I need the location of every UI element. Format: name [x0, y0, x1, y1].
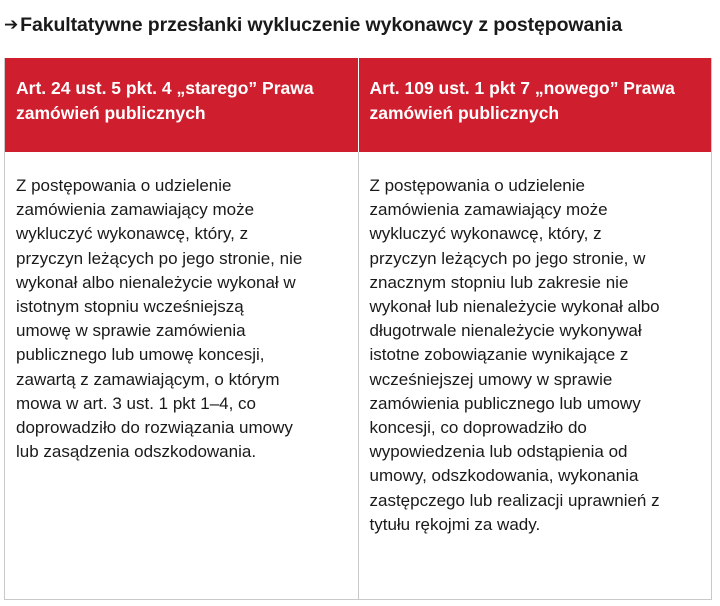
body-line: doprowadziło do rozwiązania umowy [16, 418, 293, 438]
body-line: koncesji, co doprowadziło do [369, 418, 587, 438]
body-line: mowa w art. 3 ust. 1 pkt 1–4, co [16, 393, 257, 413]
header-line: Art. 24 ust. 5 pkt. 4 „starego” Prawa [16, 78, 314, 98]
body-line: publicznego lub umowę koncesji, [16, 345, 265, 365]
body-line: lub zasądzenia odszkodowania. [16, 442, 257, 462]
body-line: tytułu rękojmi za wady. [369, 514, 541, 534]
document-title [4, 8, 622, 42]
body-line: wykonał lub nienależycie wykonał albo [369, 297, 660, 317]
body-line: wcześniejszej umowy w sprawie [369, 369, 613, 389]
comparison-table [4, 58, 712, 600]
body-line: umowę w sprawie zamówienia [16, 321, 246, 341]
body-line: zastępczego lub realizacji uprawnień z [369, 490, 660, 510]
header-line: zamówień publicznych [369, 103, 560, 123]
body-line: znacznym stopniu lub zakresie nie [369, 272, 629, 292]
body-line: wykluczyć wykonawcę, który, z [369, 224, 602, 244]
header-cell-new-law [358, 58, 712, 152]
table-body-row [5, 152, 711, 600]
document-title-text: Fakultatywne przesłanki wykluczenie wykonawcy z postępowania [20, 13, 623, 36]
body-line: zamówienia zamawiający może [16, 200, 255, 220]
arrow-right-icon: ➔ [4, 15, 19, 34]
body-line: przyczyn leżących po jego stronie, nie [16, 248, 303, 268]
body-line: zawartą z zamawiającym, o którym [16, 369, 280, 389]
body-cell-old-law [5, 152, 358, 600]
body-line: umowy, odszkodowania, wykonania [369, 466, 639, 486]
body-line: zamówienia zamawiający może [369, 200, 608, 220]
body-line: wykluczyć wykonawcę, który, z [16, 224, 249, 244]
table-header-row [5, 58, 711, 152]
body-line: istotnym stopniu wcześniejszą [16, 297, 244, 317]
body-line: długotrwale nienależycie wykonywał [369, 321, 642, 341]
body-line: wypowiedzenia lub odstąpienia od [369, 442, 628, 462]
header-line: Art. 109 ust. 1 pkt 7 „nowego” Prawa [369, 78, 675, 98]
header-line: zamówień publicznych [16, 103, 206, 123]
body-line: istotne zobowiązanie wynikające z [369, 345, 629, 365]
header-cell-old-law [5, 58, 358, 152]
body-line: przyczyn leżących po jego stronie, w [369, 248, 646, 268]
body-line: wykonał albo nienależycie wykonał w [16, 272, 296, 292]
body-cell-new-law [358, 152, 712, 600]
body-line: Z postępowania o udzielenie [16, 176, 232, 195]
body-line: Z postępowania o udzielenie [369, 176, 585, 195]
body-line: zamówienia publicznego lub umowy [369, 393, 641, 413]
